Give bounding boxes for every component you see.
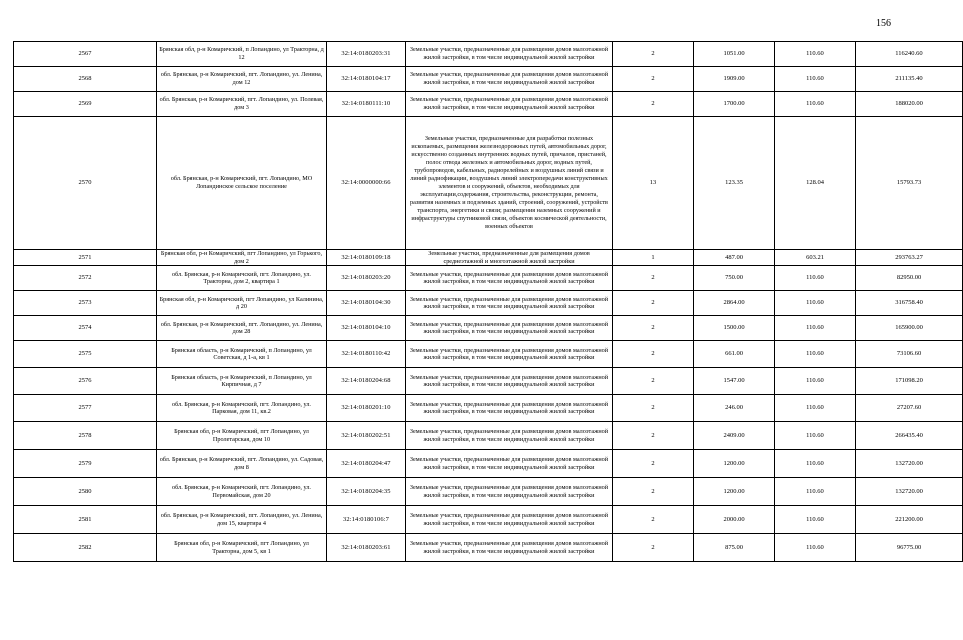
cell-specific-value: 110.60 [775,478,856,506]
cell-cadastral-number: 32:14:0180204:47 [327,450,406,478]
cell-cadastral-value: 266435.40 [856,422,963,450]
cell-area: 246.00 [694,395,775,422]
cell-cadastral-value: 116240.60 [856,42,963,67]
cell-area: 1700.00 [694,92,775,117]
cell-land-use-type: Земельные участки, предназначенные для размещения домов малоэтажной жилой застройки, в том числе индивидуальной жилой застройки [406,92,613,117]
cell-row-number: 2569 [14,92,157,117]
table-body [14,42,963,562]
cell-cadastral-number: 32:14:0180203:20 [327,266,406,291]
cell-area: 1200.00 [694,450,775,478]
cell-address: Брянская область, р-н Комаричский, п Лопандино, ул Советская, д 1-а, кв 1 [157,341,327,368]
cell-address: Брянская обл, р-н Комаричский, пгт Лопандино, ул Тракторна, дом 5, кв 1 [157,534,327,562]
cell-use-group: 1 [613,250,694,266]
cell-use-group: 13 [613,117,694,250]
table-row [14,395,963,422]
cell-land-use-type: Земельные участки, предназначенные для размещения домов малоэтажной жилой застройки, в том числе индивидуальной жилой застройки [406,368,613,395]
cell-cadastral-number: 32:14:0180104:10 [327,316,406,341]
cell-row-number: 2578 [14,422,157,450]
cell-area: 875.00 [694,534,775,562]
cell-land-use-type: Земельные участки, предназначенные для размещения домов малоэтажной жилой застройки, в том числе индивидуальной жилой застройки [406,67,613,92]
cell-land-use-type: Земельные участки, предназначенные для размещения домов малоэтажной жилой застройки, в том числе индивидуальной жилой застройки [406,534,613,562]
cell-land-use-type: Земельные участки, предназначенные для размещения домов малоэтажной жилой застройки, в том числе индивидуальной жилой застройки [406,506,613,534]
table-row [14,478,963,506]
cell-cadastral-number: 32:14:0180104:30 [327,291,406,316]
cell-row-number: 2571 [14,250,157,266]
cell-address: Брянская обл, р-н Комаричский, пгт Лопандино, ул Калинина, д 20 [157,291,327,316]
page-number: 156 [876,18,891,29]
cell-use-group: 2 [613,92,694,117]
cell-use-group: 2 [613,534,694,562]
cell-row-number: 2582 [14,534,157,562]
table-row [14,316,963,341]
cell-cadastral-value: 15793.73 [856,117,963,250]
cell-cadastral-number: 32:14:0180202:51 [327,422,406,450]
cell-cadastral-value: 188020.00 [856,92,963,117]
cell-address: обл. Брянская, р-н Комаричский, пгт. Лопандино, ул. Ленина, дом 15, квартира 4 [157,506,327,534]
table-row [14,450,963,478]
cell-cadastral-number: 32:14:0180104:17 [327,67,406,92]
cell-area: 123.35 [694,117,775,250]
cell-area: 661.00 [694,341,775,368]
cell-cadastral-value: 211135.40 [856,67,963,92]
cell-address: Брянская обл, р-н Комаричский, пгт Лопандино, ул Пролетарская, дом 10 [157,422,327,450]
cadastral-value-table [13,41,963,562]
cell-cadastral-value: 132720.00 [856,478,963,506]
cell-cadastral-value: 165900.00 [856,316,963,341]
cell-area: 1909.00 [694,67,775,92]
cell-use-group: 2 [613,291,694,316]
table-row [14,42,963,67]
cell-row-number: 2567 [14,42,157,67]
cell-specific-value: 110.60 [775,92,856,117]
cell-land-use-type: Земельные участки, предназначенные для размещения домов малоэтажной жилой застройки, в том числе индивидуальной жилой застройки [406,422,613,450]
cell-land-use-type: Земельные участки, предназначенные для размещения домов малоэтажной жилой застройки, в том числе индивидуальной жилой застройки [406,341,613,368]
cell-cadastral-number: 32:14:0180106:7 [327,506,406,534]
cell-cadastral-number: 32:14:0180203:31 [327,42,406,67]
cell-area: 2864.00 [694,291,775,316]
cell-area: 1051.00 [694,42,775,67]
cell-use-group: 2 [613,67,694,92]
cell-specific-value: 110.60 [775,316,856,341]
cell-specific-value: 110.60 [775,506,856,534]
cell-cadastral-number: 32:14:0180203:61 [327,534,406,562]
cell-cadastral-value: 171098.20 [856,368,963,395]
cell-area: 2000.00 [694,506,775,534]
cell-land-use-type: Земельные участки, предназначенные для размещения домов среднеэтажной и многоэтажной жилой застройки [406,250,613,266]
table-row [14,368,963,395]
cell-specific-value: 110.60 [775,266,856,291]
cell-use-group: 2 [613,341,694,368]
cell-area: 2409.00 [694,422,775,450]
table-row [14,250,963,266]
cell-row-number: 2572 [14,266,157,291]
cell-specific-value: 128.04 [775,117,856,250]
cell-row-number: 2579 [14,450,157,478]
cell-land-use-type: Земельные участки, предназначенные для размещения домов малоэтажной жилой застройки, в том числе индивидуальной жилой застройки [406,395,613,422]
cell-address: обл. Брянская, р-н Комаричский, пгт. Лопандино, ул. Тракторна, дом 2, квартира 1 [157,266,327,291]
cell-address: Брянская обл, р-н Комаричский, п Лопандино, ул Тракторна, д 12 [157,42,327,67]
cell-address: обл. Брянская, р-н Комаричский, пгт. Лопандино, ул. Полевая, дом 3 [157,92,327,117]
cell-row-number: 2568 [14,67,157,92]
table-row [14,422,963,450]
cell-use-group: 2 [613,42,694,67]
cell-specific-value: 110.60 [775,368,856,395]
cell-cadastral-value: 27207.60 [856,395,963,422]
cell-land-use-type: Земельные участки, предназначенные для размещения домов малоэтажной жилой застройки, в том числе индивидуальной жилой застройки [406,478,613,506]
cell-address: обл. Брянская, р-н Комаричский, пгт. Лопандино, МО Лопандинское сельское поселение [157,117,327,250]
cell-row-number: 2580 [14,478,157,506]
cell-area: 750.00 [694,266,775,291]
cell-address: обл. Брянская, р-н Комаричский, пгт. Лопандино, ул. Парковая, дом 11, кв.2 [157,395,327,422]
cell-use-group: 2 [613,422,694,450]
cell-address: обл. Брянская, р-н Комаричский, пгт. Лопандино, ул. Первомайская, дом 20 [157,478,327,506]
cell-row-number: 2581 [14,506,157,534]
cell-cadastral-value: 316758.40 [856,291,963,316]
cell-address: Брянская обл, р-н Комаричский, пгт Лопандино, ул Горького, дом 2 [157,250,327,266]
cell-area: 487.00 [694,250,775,266]
table-row [14,266,963,291]
cell-row-number: 2574 [14,316,157,341]
table-row [14,291,963,316]
cell-use-group: 2 [613,506,694,534]
cell-address: обл. Брянская, р-н Комаричский, пгт. Лопандино, ул. Ленина, дом 12 [157,67,327,92]
cell-cadastral-number: 32:14:0180201:10 [327,395,406,422]
table-row [14,67,963,92]
cell-area: 1547.00 [694,368,775,395]
cell-cadastral-number: 32:14:0180109:18 [327,250,406,266]
table-row [14,341,963,368]
cell-cadastral-value: 73106.60 [856,341,963,368]
cell-address: Брянская область, р-н Комаричский, п Лопандино, ул Кирпичная, д 7 [157,368,327,395]
cell-use-group: 2 [613,478,694,506]
cell-use-group: 2 [613,266,694,291]
cell-land-use-type: Земельные участки, предназначенные для размещения домов малоэтажной жилой застройки, в том числе индивидуальной жилой застройки [406,316,613,341]
cell-area: 1500.00 [694,316,775,341]
cell-land-use-type: Земельные участки, предназначенные для размещения домов малоэтажной жилой застройки, в том числе индивидуальной жилой застройки [406,42,613,67]
cell-cadastral-value: 221200.00 [856,506,963,534]
cell-use-group: 2 [613,368,694,395]
cell-cadastral-number: 32:14:0180110:42 [327,341,406,368]
cell-row-number: 2576 [14,368,157,395]
cell-specific-value: 110.60 [775,67,856,92]
cell-cadastral-number: 32:14:0180204:68 [327,368,406,395]
table-row [14,117,963,250]
cell-row-number: 2577 [14,395,157,422]
cell-cadastral-value: 293763.27 [856,250,963,266]
table-row [14,506,963,534]
cell-specific-value: 110.60 [775,291,856,316]
cell-specific-value: 110.60 [775,450,856,478]
cell-land-use-type: Земельные участки, предназначенные для размещения домов малоэтажной жилой застройки, в том числе индивидуальной жилой застройки [406,266,613,291]
cell-specific-value: 110.60 [775,341,856,368]
cell-row-number: 2570 [14,117,157,250]
cell-specific-value: 110.60 [775,534,856,562]
cell-cadastral-number: 32:14:0180111:10 [327,92,406,117]
cell-land-use-type: Земельные участки, предназначенные для размещения домов малоэтажной жилой застройки, в том числе индивидуальной жилой застройки [406,450,613,478]
cell-area: 1200.00 [694,478,775,506]
cell-use-group: 2 [613,395,694,422]
cell-cadastral-value: 82950.00 [856,266,963,291]
cell-land-use-type: Земельные участки, предназначенные для разработки полезных ископаемых, размещения железнодорожных путей, автомобильных дорог, искусственно созданных внутренних водных путей, причалов, пристаней, полос отвода железных и автомобильных дорог, водных путей, трубопроводов, кабельных, радиорелейных и воздушных линий связи и линий радиофикации, воздушных линий электропередачи конструктивных элементов и сооружений, объектов, необходимых для эксплуатации,содержания, строительства, реконструкции, ремонта, развития наземных и подземных зданий, строений, сооружений, устройств транспорта, энергетики и связи; размещения наземных сооружений и инфраструктуры спутниковой связи, объектов космической деятельности, военных объектов [406,117,613,250]
cell-address: обл. Брянская, р-н Комаричский, пгт. Лопандино, ул. Ленина, дом 28 [157,316,327,341]
cell-use-group: 2 [613,450,694,478]
cell-cadastral-value: 132720.00 [856,450,963,478]
table-row [14,92,963,117]
cell-use-group: 2 [613,316,694,341]
cell-cadastral-number: 32:14:0000000:66 [327,117,406,250]
cell-cadastral-number: 32:14:0180204:35 [327,478,406,506]
cell-address: обл. Брянская, р-н Комаричский, пгт. Лопандино, ул. Садовая, дом 8 [157,450,327,478]
cell-row-number: 2573 [14,291,157,316]
table-row [14,534,963,562]
cell-specific-value: 110.60 [775,422,856,450]
cell-specific-value: 110.60 [775,42,856,67]
cell-specific-value: 603.21 [775,250,856,266]
cell-row-number: 2575 [14,341,157,368]
cell-land-use-type: Земельные участки, предназначенные для размещения домов малоэтажной жилой застройки, в том числе индивидуальной жилой застройки [406,291,613,316]
cell-cadastral-value: 96775.00 [856,534,963,562]
cell-specific-value: 110.60 [775,395,856,422]
